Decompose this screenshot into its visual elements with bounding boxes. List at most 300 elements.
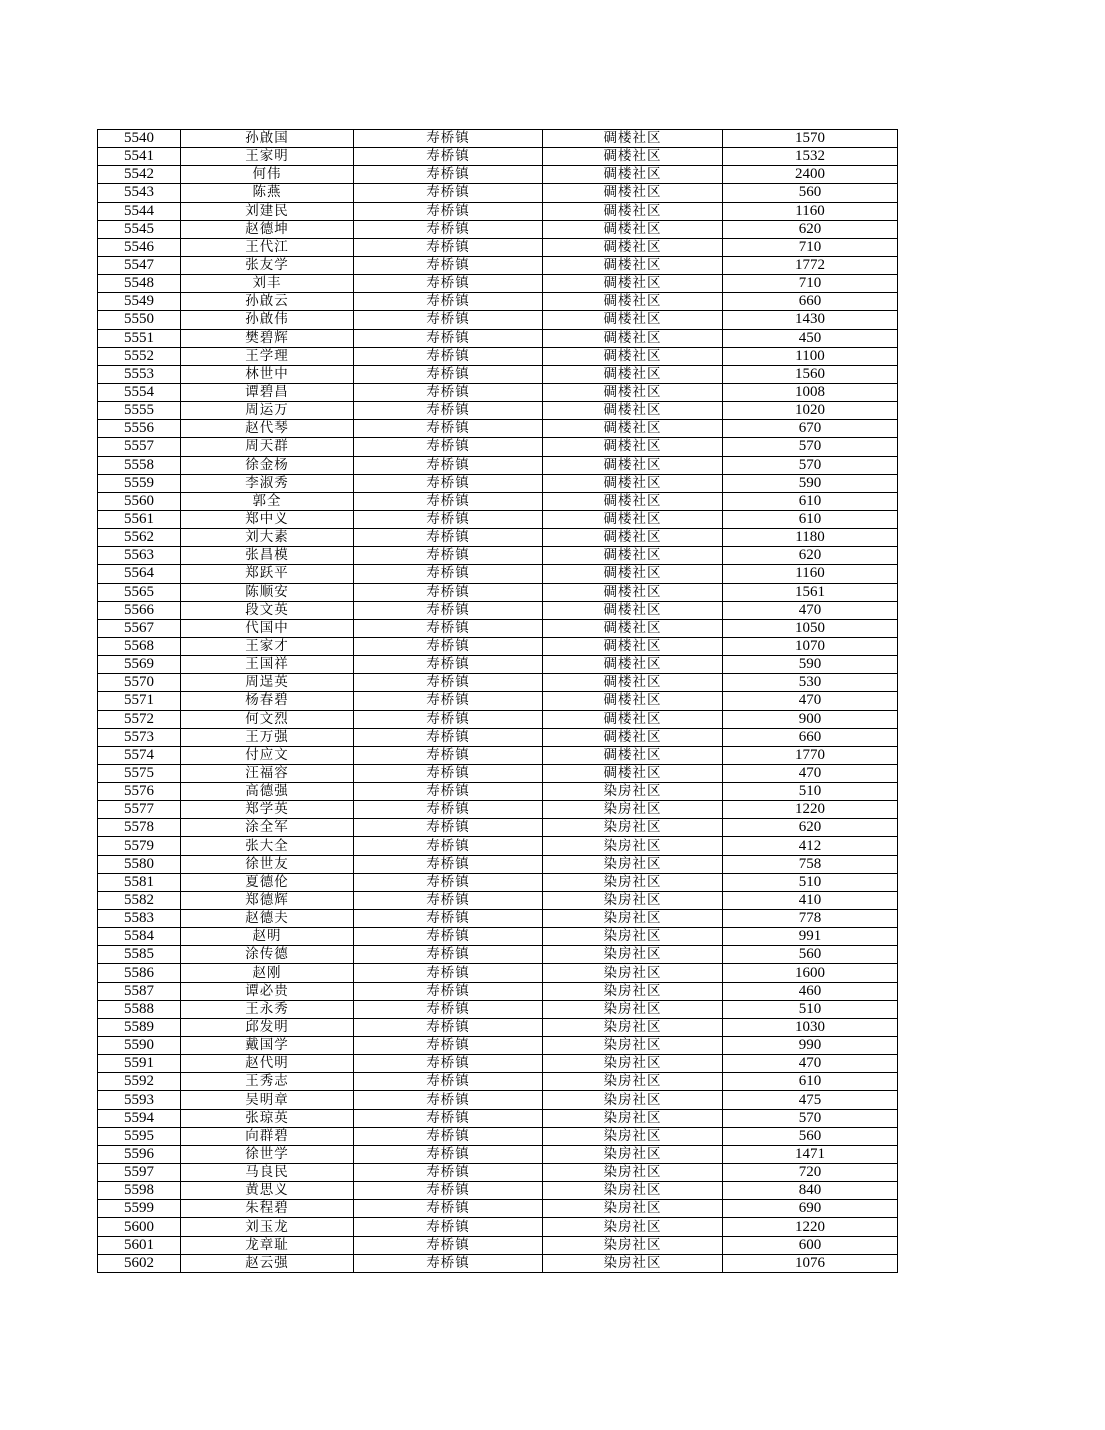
name-cell: 王万强 [181,728,354,746]
row-number-cell: 5546 [98,238,181,256]
amount-cell: 460 [723,982,898,1000]
town-cell: 寿桥镇 [354,910,543,928]
row-number-cell: 5561 [98,510,181,528]
table-row [98,1164,898,1182]
name-cell: 徐金杨 [181,456,354,474]
amount-cell: 570 [723,438,898,456]
community-cell: 碉楼社区 [543,438,723,456]
amount-cell: 990 [723,1037,898,1055]
community-cell: 染房社区 [543,1073,723,1091]
amount-cell: 1600 [723,964,898,982]
table-row [98,220,898,238]
table-row [98,275,898,293]
name-cell: 郑跃平 [181,565,354,583]
community-cell: 碉楼社区 [543,637,723,655]
name-cell: 张昌模 [181,547,354,565]
community-cell: 碉楼社区 [543,492,723,510]
name-cell: 王学理 [181,347,354,365]
community-cell: 碉楼社区 [543,529,723,547]
community-cell: 染房社区 [543,1254,723,1272]
table-row [98,928,898,946]
row-number-cell: 5572 [98,710,181,728]
community-cell: 染房社区 [543,801,723,819]
town-cell: 寿桥镇 [354,982,543,1000]
town-cell: 寿桥镇 [354,438,543,456]
table-row [98,565,898,583]
table-row [98,311,898,329]
name-cell: 刘建民 [181,202,354,220]
table-row [98,293,898,311]
community-cell: 染房社区 [543,1109,723,1127]
data-table [97,129,898,1273]
row-number-cell: 5592 [98,1073,181,1091]
table-row [98,891,898,909]
name-cell: 段文英 [181,601,354,619]
name-cell: 代国中 [181,619,354,637]
community-cell: 碉楼社区 [543,184,723,202]
table-row [98,637,898,655]
table-row [98,728,898,746]
row-number-cell: 5574 [98,746,181,764]
name-cell: 何文烈 [181,710,354,728]
row-number-cell: 5575 [98,764,181,782]
town-cell: 寿桥镇 [354,1055,543,1073]
row-number-cell: 5541 [98,148,181,166]
table-row [98,783,898,801]
community-cell: 碉楼社区 [543,220,723,238]
row-number-cell: 5542 [98,166,181,184]
community-cell: 碉楼社区 [543,238,723,256]
amount-cell: 1070 [723,637,898,655]
town-cell: 寿桥镇 [354,130,543,148]
name-cell: 赵刚 [181,964,354,982]
amount-cell: 720 [723,1164,898,1182]
row-number-cell: 5587 [98,982,181,1000]
name-cell: 王国祥 [181,656,354,674]
table-row [98,547,898,565]
amount-cell: 412 [723,837,898,855]
town-cell: 寿桥镇 [354,492,543,510]
community-cell: 碉楼社区 [543,746,723,764]
town-cell: 寿桥镇 [354,873,543,891]
name-cell: 何伟 [181,166,354,184]
row-number-cell: 5543 [98,184,181,202]
name-cell: 孙啟云 [181,293,354,311]
town-cell: 寿桥镇 [354,347,543,365]
table-row [98,329,898,347]
name-cell: 孙啟伟 [181,311,354,329]
row-number-cell: 5557 [98,438,181,456]
name-cell: 王家才 [181,637,354,655]
town-cell: 寿桥镇 [354,329,543,347]
name-cell: 吴明章 [181,1091,354,1109]
amount-cell: 1770 [723,746,898,764]
row-number-cell: 5589 [98,1018,181,1036]
name-cell: 邱发明 [181,1018,354,1036]
town-cell: 寿桥镇 [354,746,543,764]
amount-cell: 1076 [723,1254,898,1272]
row-number-cell: 5548 [98,275,181,293]
name-cell: 李淑秀 [181,474,354,492]
town-cell: 寿桥镇 [354,710,543,728]
table-row [98,1218,898,1236]
amount-cell: 560 [723,1127,898,1145]
name-cell: 刘玉龙 [181,1218,354,1236]
amount-cell: 470 [723,601,898,619]
name-cell: 陈燕 [181,184,354,202]
amount-cell: 510 [723,1000,898,1018]
amount-cell: 600 [723,1236,898,1254]
town-cell: 寿桥镇 [354,601,543,619]
name-cell: 张大全 [181,837,354,855]
town-cell: 寿桥镇 [354,1164,543,1182]
amount-cell: 450 [723,329,898,347]
community-cell: 染房社区 [543,1145,723,1163]
amount-cell: 410 [723,891,898,909]
community-cell: 碉楼社区 [543,565,723,583]
name-cell: 王代江 [181,238,354,256]
town-cell: 寿桥镇 [354,1200,543,1218]
table-row [98,946,898,964]
town-cell: 寿桥镇 [354,1182,543,1200]
community-cell: 染房社区 [543,1091,723,1109]
row-number-cell: 5581 [98,873,181,891]
town-cell: 寿桥镇 [354,547,543,565]
table-row [98,474,898,492]
table-row [98,1055,898,1073]
table-row [98,148,898,166]
amount-cell: 610 [723,1073,898,1091]
community-cell: 碉楼社区 [543,293,723,311]
community-cell: 染房社区 [543,1037,723,1055]
town-cell: 寿桥镇 [354,1236,543,1254]
community-cell: 碉楼社区 [543,728,723,746]
community-cell: 染房社区 [543,910,723,928]
amount-cell: 690 [723,1200,898,1218]
community-cell: 碉楼社区 [543,656,723,674]
name-cell: 郭全 [181,492,354,510]
amount-cell: 510 [723,873,898,891]
town-cell: 寿桥镇 [354,619,543,637]
town-cell: 寿桥镇 [354,1018,543,1036]
amount-cell: 470 [723,764,898,782]
community-cell: 碉楼社区 [543,692,723,710]
community-cell: 碉楼社区 [543,583,723,601]
town-cell: 寿桥镇 [354,1127,543,1145]
row-number-cell: 5555 [98,402,181,420]
row-number-cell: 5570 [98,674,181,692]
table-row [98,710,898,728]
table-row [98,801,898,819]
amount-cell: 1050 [723,619,898,637]
row-number-cell: 5547 [98,256,181,274]
town-cell: 寿桥镇 [354,1145,543,1163]
name-cell: 赵代琴 [181,420,354,438]
amount-cell: 1030 [723,1018,898,1036]
name-cell: 黄思义 [181,1182,354,1200]
table-row [98,1109,898,1127]
table-row [98,1145,898,1163]
name-cell: 林世中 [181,365,354,383]
name-cell: 杨春碧 [181,692,354,710]
name-cell: 赵德夫 [181,910,354,928]
row-number-cell: 5600 [98,1218,181,1236]
amount-cell: 1160 [723,202,898,220]
table-row [98,964,898,982]
row-number-cell: 5551 [98,329,181,347]
row-number-cell: 5562 [98,529,181,547]
community-cell: 染房社区 [543,1000,723,1018]
table-row [98,1037,898,1055]
table-row [98,256,898,274]
amount-cell: 620 [723,819,898,837]
community-cell: 碉楼社区 [543,365,723,383]
amount-cell: 1020 [723,402,898,420]
name-cell: 涂传德 [181,946,354,964]
town-cell: 寿桥镇 [354,148,543,166]
row-number-cell: 5550 [98,311,181,329]
name-cell: 徐世学 [181,1145,354,1163]
name-cell: 周天群 [181,438,354,456]
amount-cell: 1532 [723,148,898,166]
row-number-cell: 5578 [98,819,181,837]
amount-cell: 1160 [723,565,898,583]
community-cell: 碉楼社区 [543,710,723,728]
row-number-cell: 5593 [98,1091,181,1109]
amount-cell: 510 [723,783,898,801]
row-number-cell: 5598 [98,1182,181,1200]
amount-cell: 991 [723,928,898,946]
row-number-cell: 5597 [98,1164,181,1182]
row-number-cell: 5577 [98,801,181,819]
community-cell: 染房社区 [543,819,723,837]
table-row [98,420,898,438]
community-cell: 染房社区 [543,1018,723,1036]
town-cell: 寿桥镇 [354,293,543,311]
amount-cell: 560 [723,946,898,964]
town-cell: 寿桥镇 [354,510,543,528]
row-number-cell: 5549 [98,293,181,311]
table-row [98,619,898,637]
table-row [98,764,898,782]
amount-cell: 2400 [723,166,898,184]
table-row [98,819,898,837]
row-number-cell: 5579 [98,837,181,855]
town-cell: 寿桥镇 [354,565,543,583]
community-cell: 染房社区 [543,837,723,855]
table-row [98,1000,898,1018]
town-cell: 寿桥镇 [354,275,543,293]
community-cell: 染房社区 [543,964,723,982]
town-cell: 寿桥镇 [354,1109,543,1127]
table-row [98,1127,898,1145]
name-cell: 汪福容 [181,764,354,782]
town-cell: 寿桥镇 [354,946,543,964]
name-cell: 涂全军 [181,819,354,837]
amount-cell: 710 [723,238,898,256]
table-row [98,166,898,184]
community-cell: 染房社区 [543,891,723,909]
table-row [98,510,898,528]
table-row [98,601,898,619]
table-row [98,837,898,855]
town-cell: 寿桥镇 [354,928,543,946]
amount-cell: 1220 [723,801,898,819]
table-row [98,202,898,220]
table-row [98,656,898,674]
name-cell: 赵德坤 [181,220,354,238]
table-row [98,583,898,601]
row-number-cell: 5588 [98,1000,181,1018]
name-cell: 朱程碧 [181,1200,354,1218]
table-row [98,692,898,710]
name-cell: 赵代明 [181,1055,354,1073]
community-cell: 碉楼社区 [543,256,723,274]
amount-cell: 1471 [723,1145,898,1163]
amount-cell: 670 [723,420,898,438]
table-row [98,402,898,420]
town-cell: 寿桥镇 [354,184,543,202]
table-row [98,982,898,1000]
community-cell: 碉楼社区 [543,148,723,166]
town-cell: 寿桥镇 [354,692,543,710]
town-cell: 寿桥镇 [354,819,543,837]
row-number-cell: 5553 [98,365,181,383]
name-cell: 戴国学 [181,1037,354,1055]
town-cell: 寿桥镇 [354,420,543,438]
name-cell: 赵明 [181,928,354,946]
amount-cell: 530 [723,674,898,692]
name-cell: 郑中义 [181,510,354,528]
row-number-cell: 5569 [98,656,181,674]
community-cell: 碉楼社区 [543,329,723,347]
community-cell: 染房社区 [543,1127,723,1145]
community-cell: 碉楼社区 [543,402,723,420]
amount-cell: 1560 [723,365,898,383]
town-cell: 寿桥镇 [354,637,543,655]
row-number-cell: 5558 [98,456,181,474]
town-cell: 寿桥镇 [354,365,543,383]
community-cell: 染房社区 [543,855,723,873]
row-number-cell: 5590 [98,1037,181,1055]
name-cell: 马良民 [181,1164,354,1182]
town-cell: 寿桥镇 [354,1254,543,1272]
amount-cell: 1570 [723,130,898,148]
town-cell: 寿桥镇 [354,383,543,401]
table-row [98,456,898,474]
row-number-cell: 5602 [98,1254,181,1272]
amount-cell: 758 [723,855,898,873]
row-number-cell: 5556 [98,420,181,438]
table-row [98,238,898,256]
community-cell: 碉楼社区 [543,619,723,637]
table-row [98,855,898,873]
amount-cell: 570 [723,1109,898,1127]
community-cell: 碉楼社区 [543,311,723,329]
row-number-cell: 5560 [98,492,181,510]
table-row [98,438,898,456]
community-cell: 碉楼社区 [543,674,723,692]
row-number-cell: 5601 [98,1236,181,1254]
town-cell: 寿桥镇 [354,855,543,873]
row-number-cell: 5544 [98,202,181,220]
amount-cell: 470 [723,692,898,710]
community-cell: 染房社区 [543,873,723,891]
town-cell: 寿桥镇 [354,402,543,420]
table-row [98,383,898,401]
community-cell: 染房社区 [543,783,723,801]
town-cell: 寿桥镇 [354,764,543,782]
amount-cell: 1180 [723,529,898,547]
name-cell: 王家明 [181,148,354,166]
community-cell: 碉楼社区 [543,202,723,220]
name-cell: 谭必贵 [181,982,354,1000]
community-cell: 碉楼社区 [543,764,723,782]
name-cell: 赵云强 [181,1254,354,1272]
name-cell: 张友学 [181,256,354,274]
amount-cell: 590 [723,656,898,674]
name-cell: 龙章耻 [181,1236,354,1254]
town-cell: 寿桥镇 [354,1037,543,1055]
amount-cell: 590 [723,474,898,492]
amount-cell: 475 [723,1091,898,1109]
table-row [98,529,898,547]
town-cell: 寿桥镇 [354,256,543,274]
town-cell: 寿桥镇 [354,311,543,329]
table-row [98,365,898,383]
community-cell: 碉楼社区 [543,275,723,293]
row-number-cell: 5568 [98,637,181,655]
amount-cell: 610 [723,510,898,528]
town-cell: 寿桥镇 [354,728,543,746]
community-cell: 染房社区 [543,1182,723,1200]
community-cell: 染房社区 [543,1055,723,1073]
row-number-cell: 5599 [98,1200,181,1218]
row-number-cell: 5559 [98,474,181,492]
table-row [98,1254,898,1272]
town-cell: 寿桥镇 [354,202,543,220]
amount-cell: 610 [723,492,898,510]
table-row [98,873,898,891]
community-cell: 碉楼社区 [543,456,723,474]
name-cell: 王永秀 [181,1000,354,1018]
community-cell: 碉楼社区 [543,601,723,619]
name-cell: 郑德辉 [181,891,354,909]
town-cell: 寿桥镇 [354,964,543,982]
amount-cell: 1100 [723,347,898,365]
row-number-cell: 5591 [98,1055,181,1073]
amount-cell: 620 [723,547,898,565]
table-row [98,1200,898,1218]
row-number-cell: 5586 [98,964,181,982]
amount-cell: 710 [723,275,898,293]
table-row [98,347,898,365]
community-cell: 碉楼社区 [543,510,723,528]
community-cell: 碉楼社区 [543,547,723,565]
community-cell: 染房社区 [543,1236,723,1254]
name-cell: 孙啟国 [181,130,354,148]
amount-cell: 660 [723,293,898,311]
table-row [98,910,898,928]
name-cell: 刘大素 [181,529,354,547]
table-row [98,130,898,148]
row-number-cell: 5583 [98,910,181,928]
table-row [98,1091,898,1109]
amount-cell: 620 [723,220,898,238]
table-row [98,1236,898,1254]
name-cell: 谭碧昌 [181,383,354,401]
town-cell: 寿桥镇 [354,583,543,601]
